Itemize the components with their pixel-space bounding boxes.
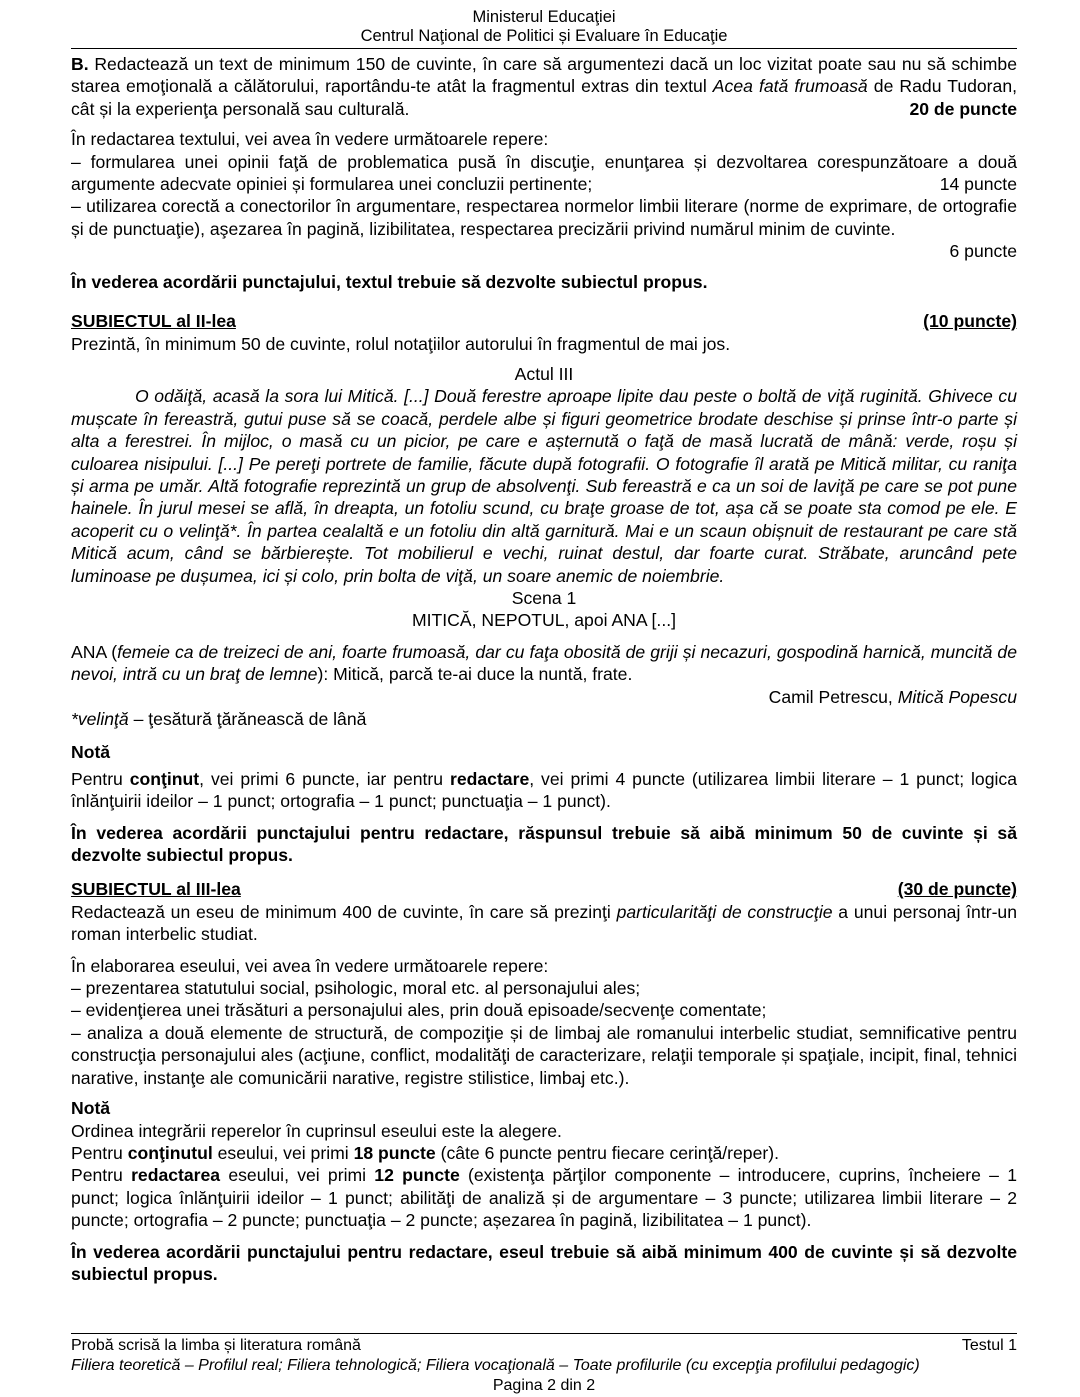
footer-page: Pagina 2 din 2 [492, 1377, 596, 1394]
footnote [71, 708, 1017, 730]
header-divider [71, 48, 1017, 49]
part-b-text-2: de Radu Tudoran, cât și la experienţa personală sau culturală. [71, 76, 1017, 119]
ana-name: ANA ( [71, 641, 118, 662]
footer-row-1 [71, 1336, 1017, 1356]
source-author: Camil Petrescu, [768, 686, 898, 707]
subject-3-title: SUBIECTUL al III-lea [71, 879, 241, 900]
part-b-bold-note: În vederea acordării punctajului, textul trebuie să dezvolte subiectul propus. [71, 271, 708, 292]
subject-3-note-order: Ordinea integrării reperelor în cuprinsul eseului este la alegere. [71, 1120, 562, 1141]
subject-3-section [71, 878, 1017, 1285]
footer-exam: Probă scrisă la limba și literatura română [71, 1337, 361, 1354]
nr-e: (existenţa părţilor componente – introducere, cuprins, încheiere – 1 punct; logica înlănţuirii ideilor – 1 punct; abilităţi de analiză și de argumentare – 3 puncte; utilizarea limbii literare – 2 puncte; ortografia – 2 puncte; punctuaţia – 2 puncte; așezarea în pagină, lizibilitatea – 1 punct). [71, 1165, 1017, 1231]
note-content-word: conţinut [129, 768, 200, 789]
nr-d: 12 puncte [374, 1165, 460, 1186]
subject-3-note-redactare [71, 1164, 1017, 1231]
subject-2-task: Prezintă, în minimum 50 de cuvinte, rolul notaţiilor autorului în fragmentul de mai jos. [71, 333, 731, 354]
subject-3-guideline-3: – analiza a două elemente de structură, de compoziţie și de limbaj ale romanului interbelic studiat, semnificative pentru construcţia personajului ales (acţiune, conflict, modalităţi de caracterizare, relaţii temporale și spaţiale, incipit, final, tehnici narative, instanţe ale comunicării narative, registre stilistice, limbaj etc.). [71, 1022, 1017, 1088]
subject-2-heading [71, 310, 1017, 332]
subject-2-note-text [71, 768, 1017, 813]
subject-3-heading [71, 878, 1017, 900]
subject-3-guidelines-intro: În elaborarea eseului, vei avea în vedere următoarele repere: [71, 955, 549, 976]
ana-replica [71, 641, 1017, 686]
part-b-points: 20 de puncte [909, 98, 1017, 119]
ana-line: ): Mitică, parcă te-ai duce la nuntă, frate. [317, 664, 633, 685]
scene-heading: Scena 1 [511, 587, 577, 608]
ana-direction: femeie ca de treizeci de ani, foarte frumoasă, dar cu faţa obosită de griji și necazuri, gospodină harnică, muncită de nevoi, intră cu un braţ de lemne [71, 641, 1017, 685]
subject-2-bold-note: În vederea acordării punctajului pentru redactare, răspunsul trebuie să aibă minimum 50 de cuvinte și să dezvolte subiectul propus. [71, 822, 1017, 866]
part-b-guideline-1-points: 14 puncte [939, 174, 1017, 195]
subject-3-guideline-1: – prezentarea statutului social, psihologic, moral etc. al personajului ales; [71, 978, 641, 999]
part-b-guidelines-intro: În redactarea textului, vei avea în vedere următoarele repere: [71, 129, 549, 150]
nr-a: Pentru [71, 1165, 132, 1186]
task-italic: particularităţi de construcţie [616, 901, 833, 922]
nc-a: Pentru [71, 1142, 128, 1163]
subject-2-points: (10 puncte) [923, 311, 1017, 332]
act-heading: Actul III [514, 363, 574, 384]
part-b-guideline-2: – utilizarea corectă a conectorilor în argumentare, respectarea normelor limbii literare (norme de exprimare, de ortografie și de punctuaţie), aşezarea în pagină, lizibilitatea, respectarea precizării privind numărul minim de cuvinte. [71, 196, 1017, 239]
subject-2-note-title: Notă [71, 742, 111, 763]
subject-2-section [71, 310, 1017, 866]
header-center: Centrul Naţional de Politici și Evaluare în Educaţie [360, 27, 728, 45]
page-header [71, 8, 1017, 46]
part-b-text-1: Redactează un text de minimum 150 de cuvinte, în care să argumentezi dacă un loc vizitat poate sau nu să schimbe starea emoţională a călătorului, raportându-te atât la fragmentul extras din textul [71, 54, 1017, 97]
task-text-1: Redactează un eseu de minimum 400 de cuvinte, în care să prezinţi [71, 901, 617, 922]
part-b-label: B. [71, 54, 89, 74]
subject-3-guideline-2: – evidenţierea unei trăsături a personajului ales, prin două episoade/secvenţe comentate; [71, 1000, 767, 1021]
part-b-guideline-2-points: 6 puncte [949, 241, 1017, 262]
scene-characters: MITICĂ, NEPOTUL, apoi ANA [...] [412, 610, 676, 631]
footnote-definition: – ţesătură ţărănească de lână [128, 709, 367, 729]
nc-b: conţinutul [127, 1142, 213, 1163]
nc-d: 18 puncte [353, 1142, 436, 1163]
part-b-section [71, 53, 1017, 293]
part-b-guideline-1: – formularea unei opinii faţă de problematica pusă în discuţie, enunţarea și dezvoltarea corespunzătoare a două argumente adecvate opiniei și formularea unei concluzii pertinente; [71, 151, 1017, 195]
part-b-work-title: Acea fată frumoasă [712, 76, 868, 97]
subject-3-points: (30 de puncte) [897, 879, 1017, 900]
note-redactare-word: redactare [450, 768, 530, 789]
footnote-word: *velinţă [71, 709, 129, 729]
subject-2-title: SUBIECTUL al II-lea [71, 311, 236, 332]
footer-track: Filiera teoretică – Profilul real; Filiera tehnologică; Filiera vocaţională – Toate profilurile (cu excepţia profilului pedagogic) [71, 1357, 920, 1374]
stage-directions: O odăiţă, acasă la sora lui Mitică. [...] Două ferestre aproape lipite dau peste o boltă de viţă ruginită. Ghivece cu mușcate în fereastră, gutui puse să se coacă, perdele albe și figuri geometrice brodate deschise și prinse într-o parte și alta a ferestrei. În mijloc, o masă cu un picior, pe care e așternută o faţă de masă lucrată de mână: verde, roșu și culoarea nisipului. [...] Pe pereţi portrete de familie, făcute după fotografii. O fotografie îl arată pe Mitică militar, cu raniţa și arma pe umăr. Altă fotografie reprezintă un grup de absolvenţi. Sub fereastră e ca un soi de laviţă pe care se pot pune hainele. În jurul mesei se află, în dreapta, un fotoliu scund, cu braţe groase de tot, așa că se poate sta comod pe ele. E acoperit cu o velinţă*. În partea cealaltă e un fotoliu din altă garnitură. Mai e un scaun obișnuit de restaurant pe care stă Mitică acum, când se bărbierește. Tot mobilierul e vechi, ruinat destul, dar foarte curat. Străbate, aruncând pete luminoase pe dușumea, ici și colo, prin bolta de viţă, un soare anemic de noiembrie. [71, 386, 1017, 586]
task-text-2: a unui personaj într-un roman interbelic studiat. [71, 901, 1017, 945]
page-footer [71, 1333, 1017, 1396]
note-text-2: , vei primi 6 puncte, iar pentru [199, 768, 450, 789]
exam-page [71, 8, 1017, 1285]
source-citation [71, 686, 1017, 708]
nr-b: redactarea [131, 1165, 221, 1186]
subject-3-bold-note: În vederea acordării punctajului pentru redactare, eseul trebuie să aibă minimum 400 de cuvinte și să dezvolte subiectul propus. [71, 1241, 1017, 1284]
nr-c: eseului, vei primi [220, 1165, 375, 1186]
subject-3-note-content [71, 1142, 1017, 1164]
subject-3-task [71, 901, 1017, 946]
source-title: Mitică Popescu [897, 686, 1017, 707]
note-text-3: , vei primi 4 puncte (utilizarea limbii literare – 1 punct; logica înlănţuirii ideilor – 1 punct; ortografia – 1 punct; punctuaţia – 1 punct). [71, 768, 1017, 812]
footer-divider [71, 1333, 1017, 1334]
header-ministry: Ministerul Educaţiei [472, 8, 616, 26]
nc-e: (câte 6 puncte pentru fiecare cerinţă/reper). [435, 1142, 779, 1163]
subject-3-note-title: Notă [71, 1098, 111, 1119]
note-text-1: Pentru [71, 768, 130, 789]
footer-test: Testul 1 [961, 1337, 1017, 1354]
nc-c: eseului, vei primi [212, 1142, 354, 1163]
